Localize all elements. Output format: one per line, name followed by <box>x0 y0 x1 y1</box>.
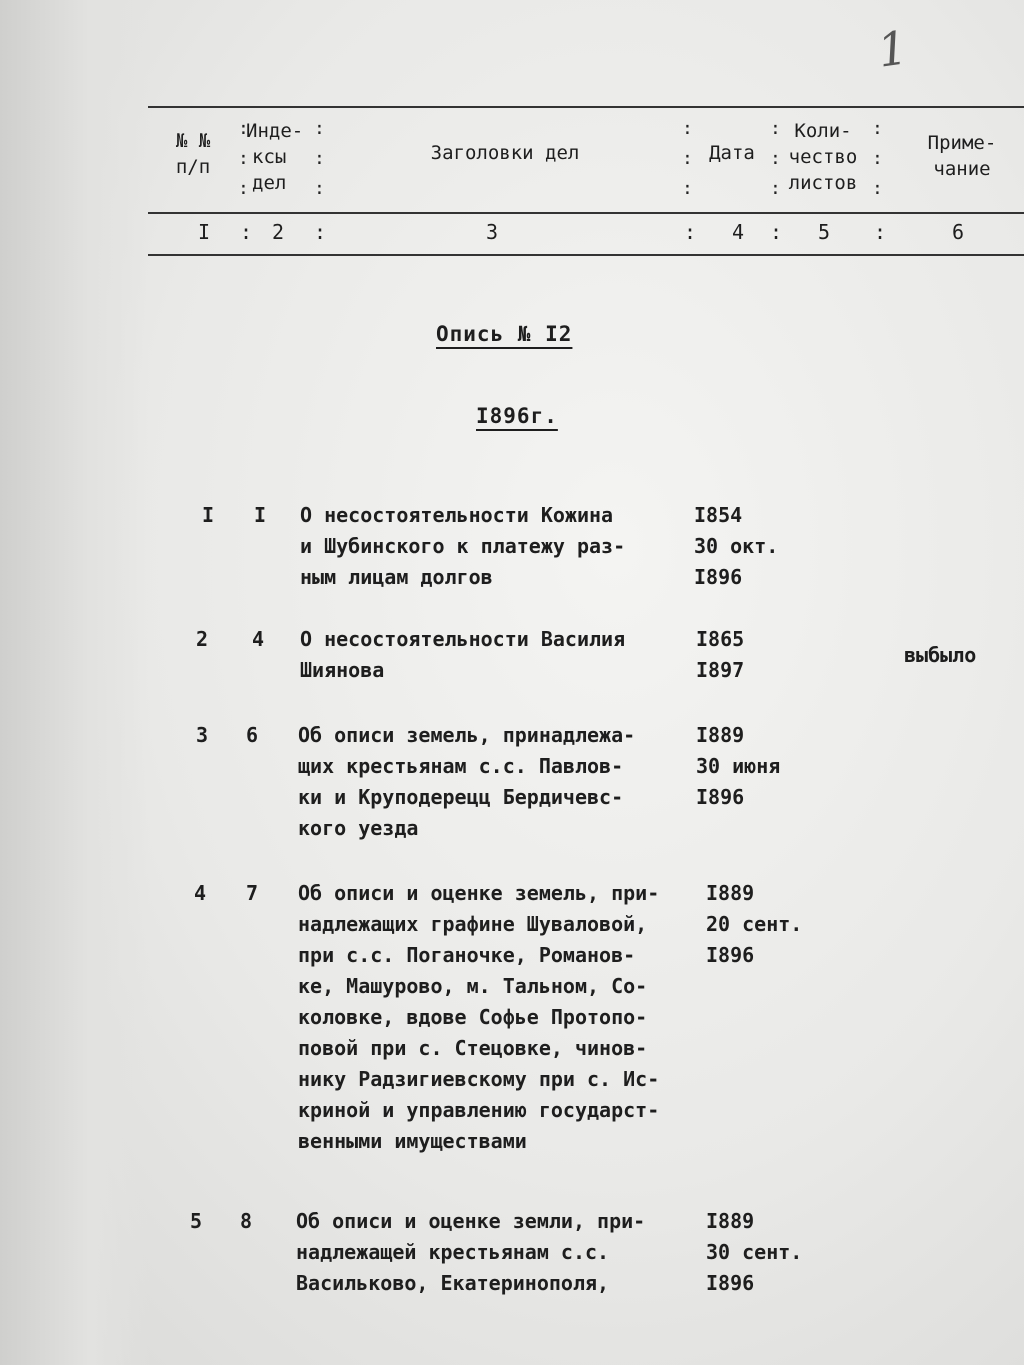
entry-title-line: Об описи и оценке земель, при- <box>298 881 660 905</box>
header-col-index-line2: ксы <box>252 146 287 168</box>
header-col-note-line2: чание <box>933 158 991 180</box>
entry-title <box>298 720 635 844</box>
entry-index: 8 <box>240 1209 253 1233</box>
header-col-number-line2: п/п <box>175 156 211 178</box>
entry-title-line: О несостоятельности Василия <box>300 627 626 651</box>
entry-date-line: I896 <box>694 565 743 589</box>
header-col-index-line3: дел <box>252 172 287 194</box>
header-col-sheets <box>776 118 870 196</box>
entry-title-line: ке, Машурово, м. Тальном, Со- <box>298 974 648 998</box>
column-numbers-rule <box>148 254 1024 256</box>
header-top-rule <box>148 106 1024 108</box>
entry-title-line: при с.с. Поганочке, Романов- <box>298 943 636 967</box>
column-number-separator: : <box>314 220 327 244</box>
entry-date-line: I865 <box>696 627 745 651</box>
page-number: 1 <box>874 20 911 78</box>
header-col-index-line1: Инде- <box>246 120 304 142</box>
entry-date-line: I896 <box>706 1271 755 1295</box>
header-col-index <box>246 118 314 196</box>
header-separator-4: : : : <box>770 118 781 199</box>
header-col-date: Дата <box>709 142 755 164</box>
column-number-5: 5 <box>818 220 831 244</box>
column-number-1: I <box>198 220 211 244</box>
entry-number: 3 <box>196 723 209 747</box>
entry-index: 6 <box>246 723 259 747</box>
header-col-number <box>168 128 218 180</box>
entry-title-line: Об описи земель, принадлежа- <box>298 723 636 747</box>
entry-title <box>296 1206 645 1299</box>
entry-index: I <box>254 503 267 527</box>
entry-title-line: нику Радзигиевскому при с. Ис- <box>298 1067 660 1091</box>
header-bottom-rule <box>148 212 1024 214</box>
entry-title <box>300 500 625 593</box>
entry-number: 5 <box>190 1209 203 1233</box>
column-number-separator: : <box>684 220 697 244</box>
entry-date-line: I889 <box>706 1209 755 1233</box>
header-col-note-line1: Приме- <box>927 132 997 154</box>
entry-date-line: I889 <box>696 723 745 747</box>
column-number-separator: : <box>770 220 783 244</box>
header-separator-2: : : : <box>314 118 325 199</box>
entry-index: 7 <box>246 881 259 905</box>
inventory-year: I896г. <box>476 404 558 428</box>
entry-title-line: повой при с. Стецовке, чинов- <box>298 1036 648 1060</box>
entry-date-line: I896 <box>706 943 755 967</box>
column-number-4: 4 <box>732 220 745 244</box>
entry-title <box>300 624 625 686</box>
entry-dates <box>706 878 802 971</box>
entry-date-line: I889 <box>706 881 755 905</box>
entry-title-line: ки и Круподерецц Бердичевс- <box>298 785 624 809</box>
entry-title-line: Шиянова <box>300 658 385 682</box>
entry-dates <box>694 500 778 593</box>
entry-date-line: 30 сент. <box>706 1240 803 1264</box>
entry-title-line: и Шубинского к платежу раз- <box>300 534 626 558</box>
column-number-2: 2 <box>272 220 285 244</box>
header-separator-3: : : : <box>682 118 693 199</box>
entry-note: выбыло <box>904 643 977 667</box>
header-col-sheets-line3: листов <box>788 172 858 194</box>
entry-date-line: I854 <box>694 503 743 527</box>
entry-title-line: Об описи и оценке земли, при- <box>296 1209 646 1233</box>
entry-title-line: щих крестьянам с.с. Павлов- <box>298 754 624 778</box>
entry-date-line: 30 окт. <box>694 534 779 558</box>
column-number-separator: : <box>240 220 253 244</box>
page-edge-shadow <box>0 0 150 1365</box>
entry-title-line: коловке, вдове Софье Протопо- <box>298 1005 648 1029</box>
header-col-number-line1: № № <box>175 130 211 152</box>
column-number-6: 6 <box>952 220 965 244</box>
inventory-title: Опись № I2 <box>436 322 573 346</box>
column-number-3: 3 <box>486 220 499 244</box>
column-number-separator: : <box>874 220 887 244</box>
header-separator-5: : : : <box>872 118 883 199</box>
entry-dates <box>696 720 780 813</box>
entry-title-line: криной и управлению государст- <box>298 1098 660 1122</box>
entry-date-line: 20 сент. <box>706 912 803 936</box>
entry-title-line: надлежащих графине Шуваловой, <box>298 912 648 936</box>
header-col-note <box>912 130 1012 182</box>
entry-date-line: I897 <box>696 658 745 682</box>
header-separator-1: : : : <box>238 118 249 199</box>
entry-title-line: Васильково, Екатеринополя, <box>296 1271 610 1295</box>
entry-title-line: венными имуществами <box>298 1129 527 1153</box>
entry-title-line: О несостоятельности Кожина <box>300 503 614 527</box>
header-col-sheets-line1: Коли- <box>794 120 852 142</box>
header-col-titles: Заголовки дел <box>430 142 580 164</box>
entry-title <box>298 878 659 1157</box>
entry-title-line: надлежащей крестьянам с.с. <box>296 1240 610 1264</box>
header-col-sheets-line2: чество <box>788 146 858 168</box>
entry-dates <box>696 624 744 686</box>
entry-title-line: кого уезда <box>298 816 419 840</box>
entry-number: 2 <box>196 627 209 651</box>
entry-title-line: ным лицам долгов <box>300 565 493 589</box>
entry-date-line: 30 июня <box>696 754 781 778</box>
entry-number: I <box>202 503 215 527</box>
entry-index: 4 <box>252 627 265 651</box>
entry-number: 4 <box>194 881 207 905</box>
entry-dates <box>706 1206 802 1299</box>
entry-date-line: I896 <box>696 785 745 809</box>
